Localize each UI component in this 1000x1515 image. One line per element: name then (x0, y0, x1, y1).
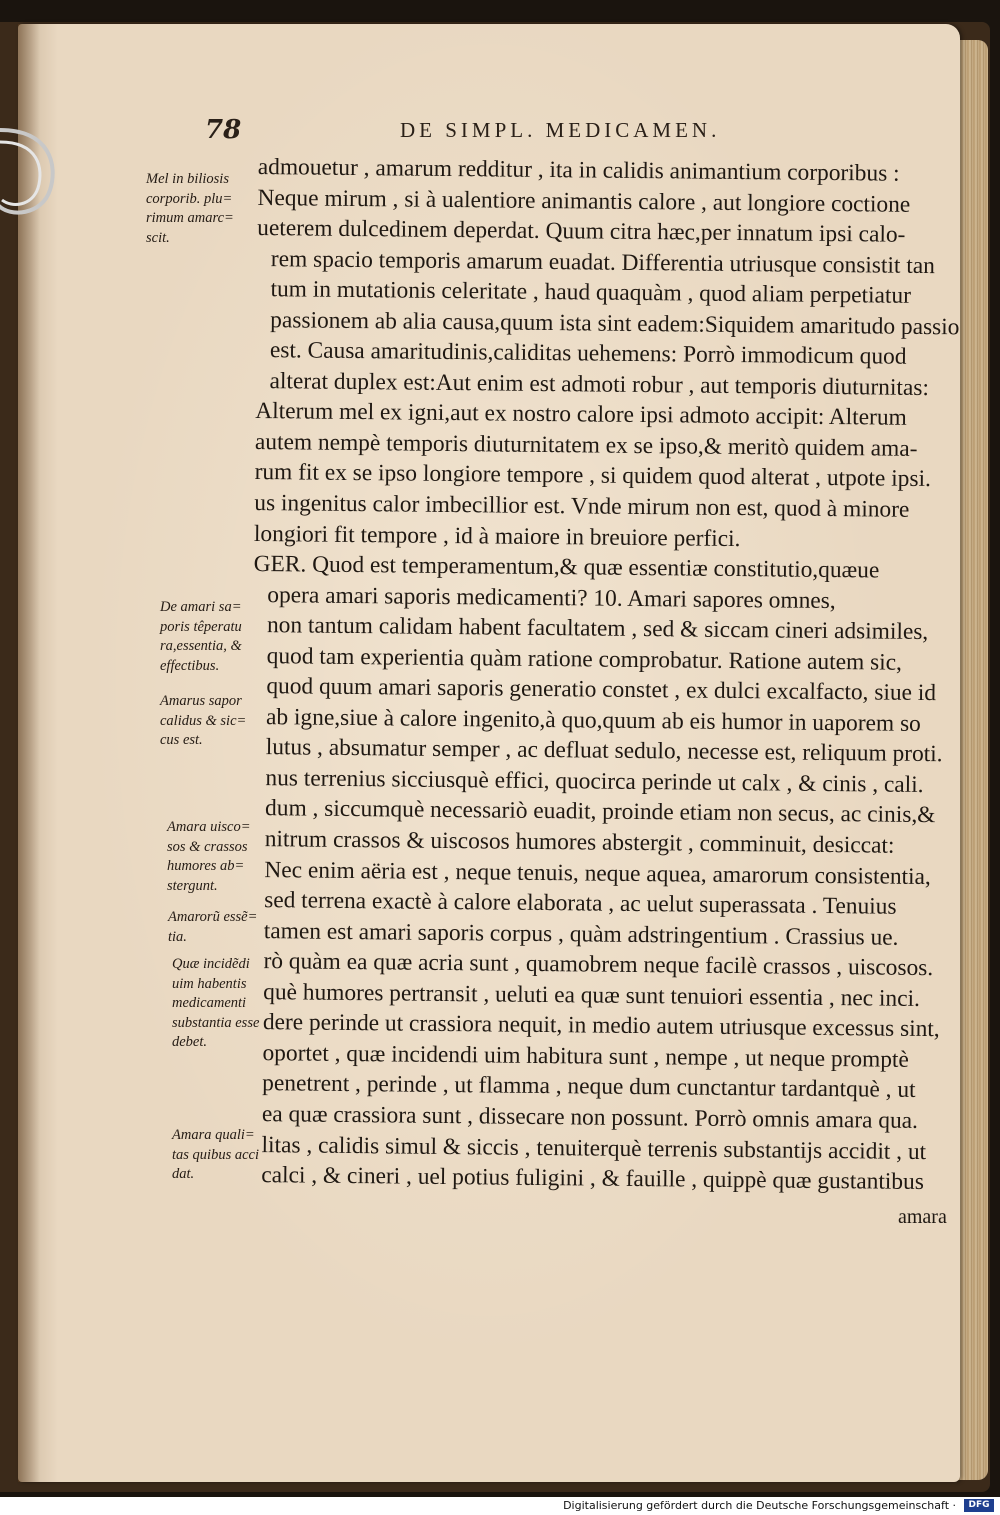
marginal-note-line: Amara quali= (172, 1127, 255, 1143)
text-line: ueterem dulcedinem deperdat. Quum citra hæc,per innatum ipsi calo- (257, 215, 906, 248)
marginal-note-line: debet. (172, 1034, 208, 1051)
text-line: què humores pertransit , ueluti ea quæ sunt tenuiori essentia , nec inci. (263, 978, 921, 1012)
marginal-note (160, 598, 242, 676)
text-line: quod tam experientia quàm ratione comprobatur. Ratione autem sic, (266, 642, 903, 676)
text-line: dum , siccumquè necessariò euadit, proinde etiam non secus, ac cinis,& (264, 795, 936, 829)
footer-credit: Digitalisierung gefördert durch die Deutsche Forschungsgemeinschaft · (563, 1499, 956, 1512)
text-line: Alterum mel ex igni,aut ex nostro calore ipsi admoto accipit: Alterum (255, 398, 907, 432)
marginal-note (172, 1126, 259, 1185)
catchword: amara (898, 1206, 947, 1228)
text-line: opera amari saporis medicamenti? 10. Amari sapores omnes, (267, 581, 836, 614)
text-line: rum fit ex se ipso longiore tempore , si quidem quod alterat , utpote ipsi. (254, 459, 931, 493)
marginal-note (168, 908, 257, 947)
marginal-note-line: Amarorũ essẽ= (168, 909, 258, 925)
text-line: rem spacio temporis amarum euadat. Differentia utriusque consistit tan (270, 245, 936, 279)
text-line: rò quàm ea quæ acria sunt , quamobrem neque facilè crassos , uiscosos. (263, 948, 934, 982)
text-line: us ingenitus calor imbecillior est. Vnde mirum non est, quod à minore (254, 489, 910, 523)
text-line: oportet , quæ incidendi uim habitura sunt , nempe , ut neque promptè (262, 1039, 910, 1073)
marginal-note-line: cus est. (160, 732, 203, 749)
marginal-note-line: rimum amarc= (146, 210, 234, 227)
text-line: dere perinde ut crassiora nequit, in medio autem utriusque excessus sint, (262, 1009, 940, 1043)
page-number: 78 (205, 115, 242, 145)
text-line: penetrent , perinde , ut flamma , neque dum cunctantur tardantquè , ut (262, 1070, 916, 1104)
text-line: Neque mirum , si à ualentiore animantis calore , aut longiore coctione (257, 184, 911, 218)
main-text-block (247, 152, 960, 1198)
marginal-note (167, 818, 251, 896)
text-line: calci , & cineri , uel potius fuligini , & fauille , quippè quæ gustantibus (261, 1162, 925, 1196)
marginal-note-line: substantia esse (172, 1014, 260, 1031)
text-line: nitrum crassos & uiscosos humores abstergit , comminuit, desiccat: (264, 826, 895, 859)
marginal-note (146, 170, 234, 248)
paper-clip-icon (0, 120, 70, 230)
marginal-note-line: scit. (146, 229, 170, 246)
marginal-note (172, 955, 259, 1053)
spine-shadow (18, 24, 40, 1482)
text-line: Nec enim aëria est , neque tenuis, neque aquea, amarorum consistentia, (264, 856, 931, 890)
marginal-note-line: humores ab= (167, 858, 245, 875)
text-line: nus terrenius sicciusquè effici, quocirca perinde ut calx , & cinis , cali. (265, 765, 924, 798)
dfg-logo: DFG (964, 1499, 994, 1512)
text-line: non tantum calidam habent facultatem , sed & siccam cineri adsimiles, (266, 612, 929, 646)
marginal-note-line: uim habentis (172, 975, 247, 992)
text-line: litas , calidis simul & siccis , tenuiterquè terrenis substantijs accidit , ut (261, 1131, 927, 1165)
marginal-note-line: poris têperatu (160, 618, 242, 635)
marginal-note-line: dat. (172, 1166, 195, 1183)
marginal-note-line: Amarus sapor (160, 693, 242, 709)
text-line: lutus , absumatur semper , ac defluat sedulo, necesse est, reliquum proti. (265, 734, 943, 768)
marginal-note-line: Mel in biliosis (146, 171, 229, 187)
marginal-note-line: corporib. plu= (146, 190, 233, 207)
text-line: sed terrena exactè à calore elaborata , ac uelut superassata . Tenuius (264, 887, 897, 920)
marginal-note (160, 692, 246, 751)
text-line: longiori fit tempore , id à maiore in breuiore perfici. (253, 520, 741, 552)
marginal-note-line: tia. (168, 928, 187, 945)
text-line: tum in mutationis celeritate , haud quaquàm , quod aliam perpetiatur (270, 276, 912, 310)
text-line: passionem ab alia causa,quum ista sint eadem:Siquidem amaritudo passio (270, 306, 960, 341)
marginal-note-line: calidus & sic= (160, 712, 247, 729)
marginal-note-line: Amara uisco= (167, 819, 251, 835)
marginal-note-line: De amari sa= (160, 599, 242, 615)
marginal-note-line: stergunt. (167, 877, 218, 894)
text-line: est. Causa amaritudinis,caliditas uehemens: Porrò immodicum quod (269, 337, 907, 371)
text-line: GER. Quod est temperamentum,& quæ essentiæ constitutio,quæue (253, 551, 880, 584)
marginal-note-line: medicamenti (172, 995, 247, 1012)
marginal-note-line: Quæ incidẽdi (172, 956, 250, 972)
text-line: autem nempè temporis diuturnitatem ex se ipso,& meritò quidem ama- (254, 428, 918, 462)
text-line: admouetur , amarum redditur , ita in calidis animantium corporibus : (257, 153, 900, 187)
marginal-note-line: sos & crassos (167, 838, 248, 855)
text-line: quod quum amari saporis generatio constet , ex dulci excalfacto, siue id (266, 673, 937, 707)
text-line: ea quæ crassiora sunt , dissecare non possunt. Porrò omnis amara qua. (261, 1101, 919, 1134)
text-line: ab igne,siue à calore ingenito,à quo,quum ab eis humor in uaporem so (265, 703, 921, 737)
running-header: DE SIMPL. MEDICAMEN. (400, 118, 721, 142)
text-line: tamen est amari saporis corpus , quàm adstringentium . Crassius ue. (263, 917, 899, 951)
text-line: alterat duplex est:Aut enim est admoti robur , aut temporis diuturnitas: (269, 367, 930, 401)
marginal-note-line: effectibus. (160, 657, 220, 674)
marginal-note-line: ra,essentia, & (160, 638, 242, 655)
marginal-note-line: tas quibus acci (172, 1146, 259, 1163)
